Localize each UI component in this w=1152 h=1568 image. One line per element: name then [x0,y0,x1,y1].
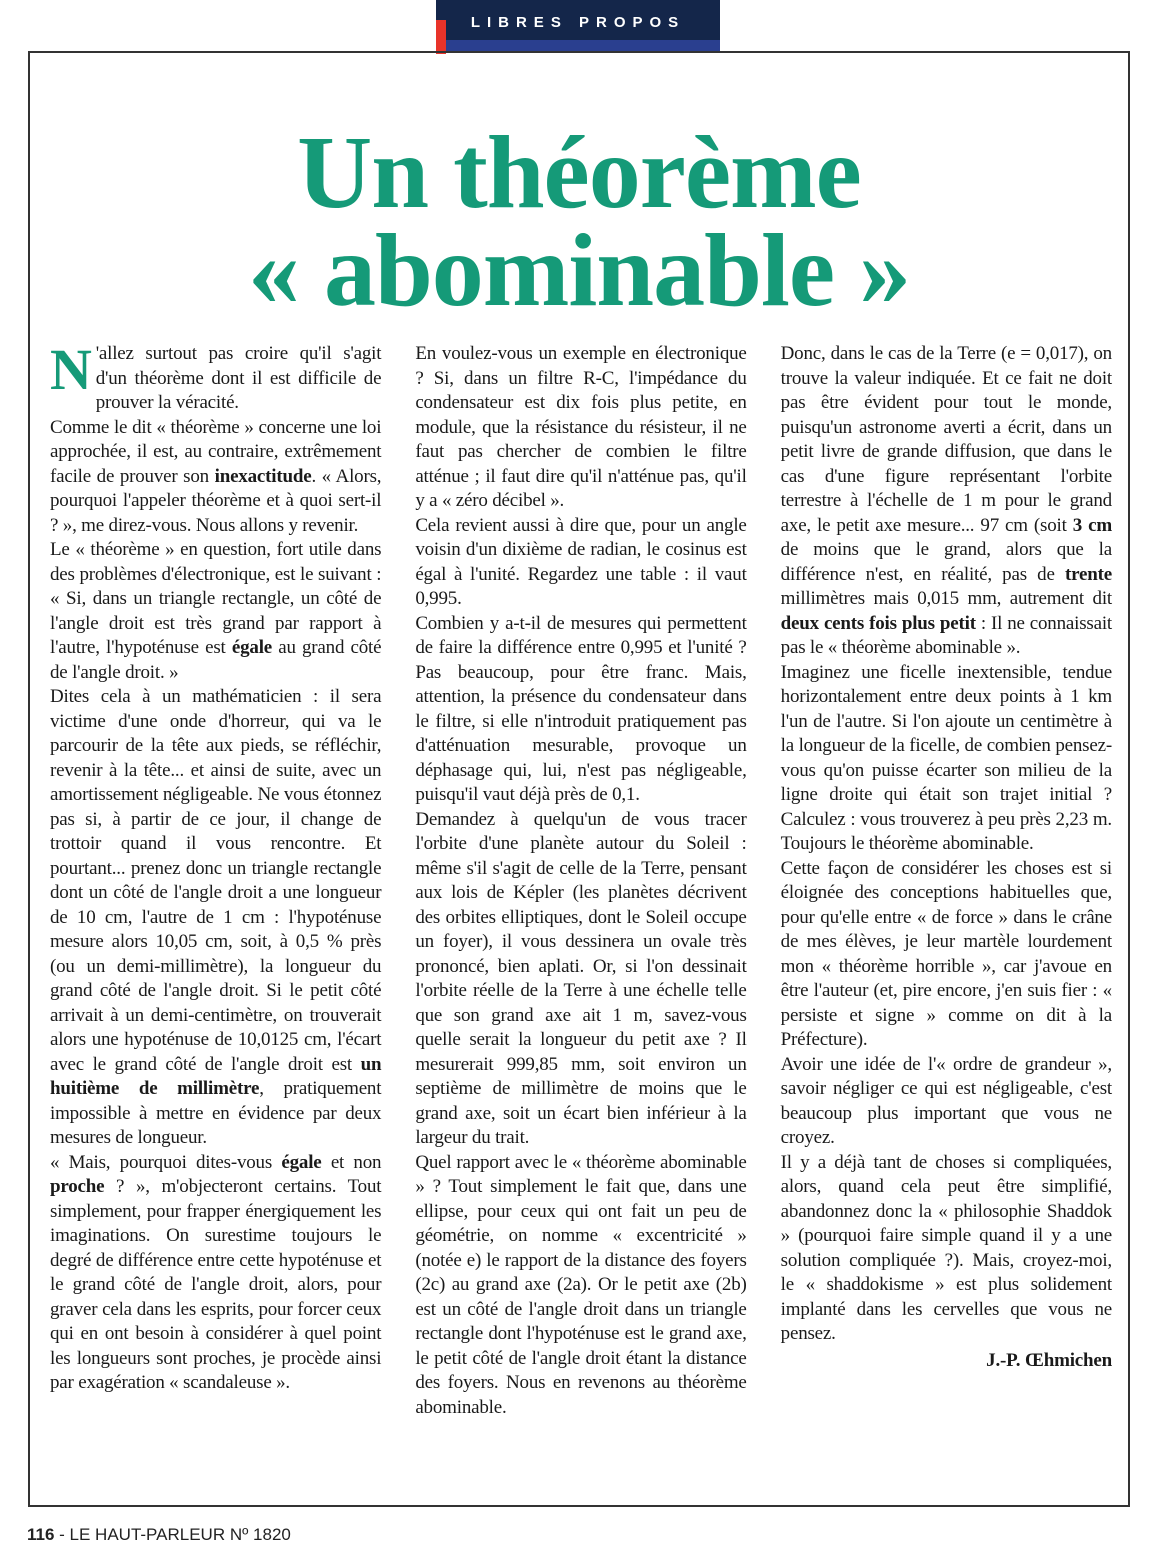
article-paragraph [415,1151,746,1421]
article-paragraph [415,612,746,808]
article-paragraph [781,1053,1112,1151]
text-run: Comme le dit « théorème » concerne une loi approchée, il est, au contraire, extrêmement facile de prouver son [50,416,382,487]
text-run: Cela revient aussi à dire que, pour un angle voisin d'un dixième de radian, le cosinus est égal à l'unité. Regardez une table : il vaut 0,995. [415,514,747,609]
article-paragraph [50,416,381,539]
text-run: , pratiquement impossible à mettre en évidence par deux mesures de longueur. [50,1078,382,1148]
text-run: millimètres mais 0,015 mm, autrement dit [780,588,1112,609]
bold-emphasis: deux cents fois plus petit [780,612,976,634]
article-title-line2: « abominable » [247,213,911,328]
text-run: et non [321,1151,382,1173]
rubric-label: LIBRES PROPOS [470,14,686,31]
text-run: : Il ne connaissait pas le « théorème abominable ». [780,612,1112,658]
text-run: « Mais, pourquoi dites-vous [50,1151,282,1173]
drop-cap: N [50,337,92,402]
article-paragraph [50,337,382,416]
publication-name: - LE HAUT-PARLEUR Nº 1820 [54,1525,291,1544]
article-paragraph [415,808,746,1151]
text-run: Donc, dans le cas de la Terre (e = 0,017), on trouve la valeur indiquée. Et ce fait ne doit pas être évident pour tout le monde, puisqu'un astronome averti a écrit, dans un petit livre de grande diffusion, que dans le cas d'une figure représentant l'orbite terrestre à l'échelle de 1 m pour le grand axe, le petit axe mesure... 97 cm (soit [780,343,1112,536]
article-body [50,337,1112,1420]
article-paragraph [415,342,746,514]
article-paragraph [50,1151,381,1396]
text-run: Le « théorème » en question, fort utile dans des problèmes d'électronique, est le suivant : « Si, dans un triangle rectangle, un côté de l'angle droit est très grand par rapport à l'autre, l'hypoténuse est [50,539,382,658]
article-paragraph [50,538,381,685]
text-run: Cette façon de considérer les choses est si éloignée des conceptions habituelles que, pour qu'elle entre « de force » dans le crâne de mes élèves, je leur martèle lourdement mon « théorème horrible », car j'avoue en être l'auteur (et, pire encore, j'en suis fier : « persiste et signe » comme on dit à la Préfecture). [780,857,1112,1050]
article-paragraph [781,857,1112,1053]
page-footer [27,1525,291,1545]
text-run: Avoir une idée de l'« ordre de grandeur », savoir négliger ce qui est négligeable, c'est beaucoup plus important que vous ne croyez. [780,1053,1112,1148]
article-paragraph [415,514,746,612]
article-paragraph [781,1151,1112,1347]
text-run: au grand côté de l'angle droit. » [50,637,382,683]
bold-emphasis: trente [1065,563,1112,585]
bold-emphasis: égale [281,1151,322,1173]
text-run: 'allez surtout pas croire qu'il s'agit d'un théorème dont il est difficile de prouver la véracité. [95,343,382,413]
text-run: de moins que le grand, alors que la différence n'est, en réalité, pas de [780,539,1112,585]
text-run: Imaginez une ficelle inextensible, tendue horizontalement entre deux points à 1 km l'un de l'autre. Si l'on ajoute un centimètre à la longueur de la ficelle, de combien pensez-vous qu'on puisse écarter son milieu de la ligne droite qui était son trajet initial ? Calculez : vous trouverez à peu près 2,23 m. Toujours le théorème abominable. [780,661,1112,854]
text-run: En voulez-vous un exemple en électronique ? Si, dans un filtre R-C, l'impédance du condensateur est dix fois plus petite, en module, que la résistance du résisteur, il ne faut pas chercher de combien le filtre atténue ; il faut dire qu'il n'atténue pas, qu'il y a « zéro décibel ». [415,343,747,511]
article-title-line1: Un théorème [297,115,861,230]
bold-emphasis: un huitième de millimètre [50,1053,382,1099]
text-run: . « Alors, pourquoi l'appeler théorème et à quoi sert-il ? », me direz-vous. Nous allons y revenir. [50,465,382,536]
bold-emphasis: égale [231,637,273,658]
bold-emphasis: 3 cm [1072,514,1112,536]
text-run: Combien y a-t-il de mesures qui permettent de faire la différence entre 0,995 et l'unité ? Pas beaucoup, pour être franc. Mais, attention, la présence du condensateur dans le filtre, si elle n'introduit pratiquement pas d'atténuation mesurable, provoque un déphasage qui, lui, n'est pas négligeable, puisqu'il vaut déjà près de 0,1. [415,612,747,805]
text-run: Dites cela à un mathématicien : il sera victime d'une onde d'horreur, qui va le parcourir de la tête aux pieds, se réfléchir, revenir à la tête... et ainsi de suite, avec un amortissement négligeable. Ne vous étonnez pas si, à partir de ce jour, il change de trottoir quand il vous rencontre. Et pourtant... prenez donc un triangle rectangle dont un côté de l'angle droit a une longueur de 10 cm, l'autre de 1 cm : l'hypoténuse mesure alors 10,05 cm, soit, à 0,5 % près (ou un demi-millimètre), la longueur du grand côté de l'angle droit. Si le petit côté arrivait à un demi-centimètre, on trouverait alors une hypoténuse de 10,0125 cm, l'écart avec le grand côté de l'angle droit est [50,686,382,1075]
text-run: ? », m'objecteront certains. Tout simplement, pour frapper énergiquement les imaginations. On surestime toujours le degré de différence entre cette hypoténuse et le grand côté de l'angle droit, alors, pour graver cela dans les esprits, pour forcer ceux qui en ont besoin à considérer à quel point les longueurs sont proches, je procède ainsi par exagération « scandaleuse ». [50,1176,382,1393]
bold-emphasis: inexactitude [214,465,312,487]
author-signature: J.-P. Œhmichen [986,1349,1112,1371]
bold-emphasis: proche [50,1176,105,1197]
text-run: Quel rapport avec le « théorème abominable » ? Tout simplement le fait que, dans une ellipse, pour ceux qui ont fait un peu de géométrie, on nomme « excentricité » (notée e) le rapport de la distance des foyers (2c) au grand axe (2a). Or le petit axe (2b) est un côté de l'angle droit dans un triangle rectangle dont l'hypoténuse est le grand axe, le petit côté de l'angle droit étant la distance des foyers. Nous en revenons au théorème abominable. [415,1151,747,1418]
page-number: 116 [27,1525,55,1544]
text-run: Demandez à quelqu'un de vous tracer l'orbite d'une planète autour du Soleil : même s'il s'agit de celle de la Terre, pensant aux lois de Képler (les planètes décrivent des orbites elliptiques, dont le Soleil occupe un foyer), il vous dessinera un ovale très prononcé, bien aplati. Or, si l'on dessinait l'orbite réelle de la Terre à une échelle telle que son grand axe ait 1 m, savez-vous quelle serait la longueur du petit axe ? Il mesurerait 999,85 mm, soit environ un septième de millimètre de moins que le grand axe, soit un écart bien inférieur à la largeur du trait. [415,808,747,1148]
text-run: Il y a déjà tant de choses si compliquées, alors, quand cela peut être simplifié, abandonnez donc la « philosophie Shaddok » (pourquoi faire simple quand il y a une solution compliquée ?). Mais, croyez-moi, le « shaddokisme » est plus solidement implanté dans les cervelles que vous ne pensez. [780,1151,1112,1344]
article-paragraph [781,661,1112,857]
article-paragraph [781,342,1112,661]
article-paragraph [50,685,381,1151]
